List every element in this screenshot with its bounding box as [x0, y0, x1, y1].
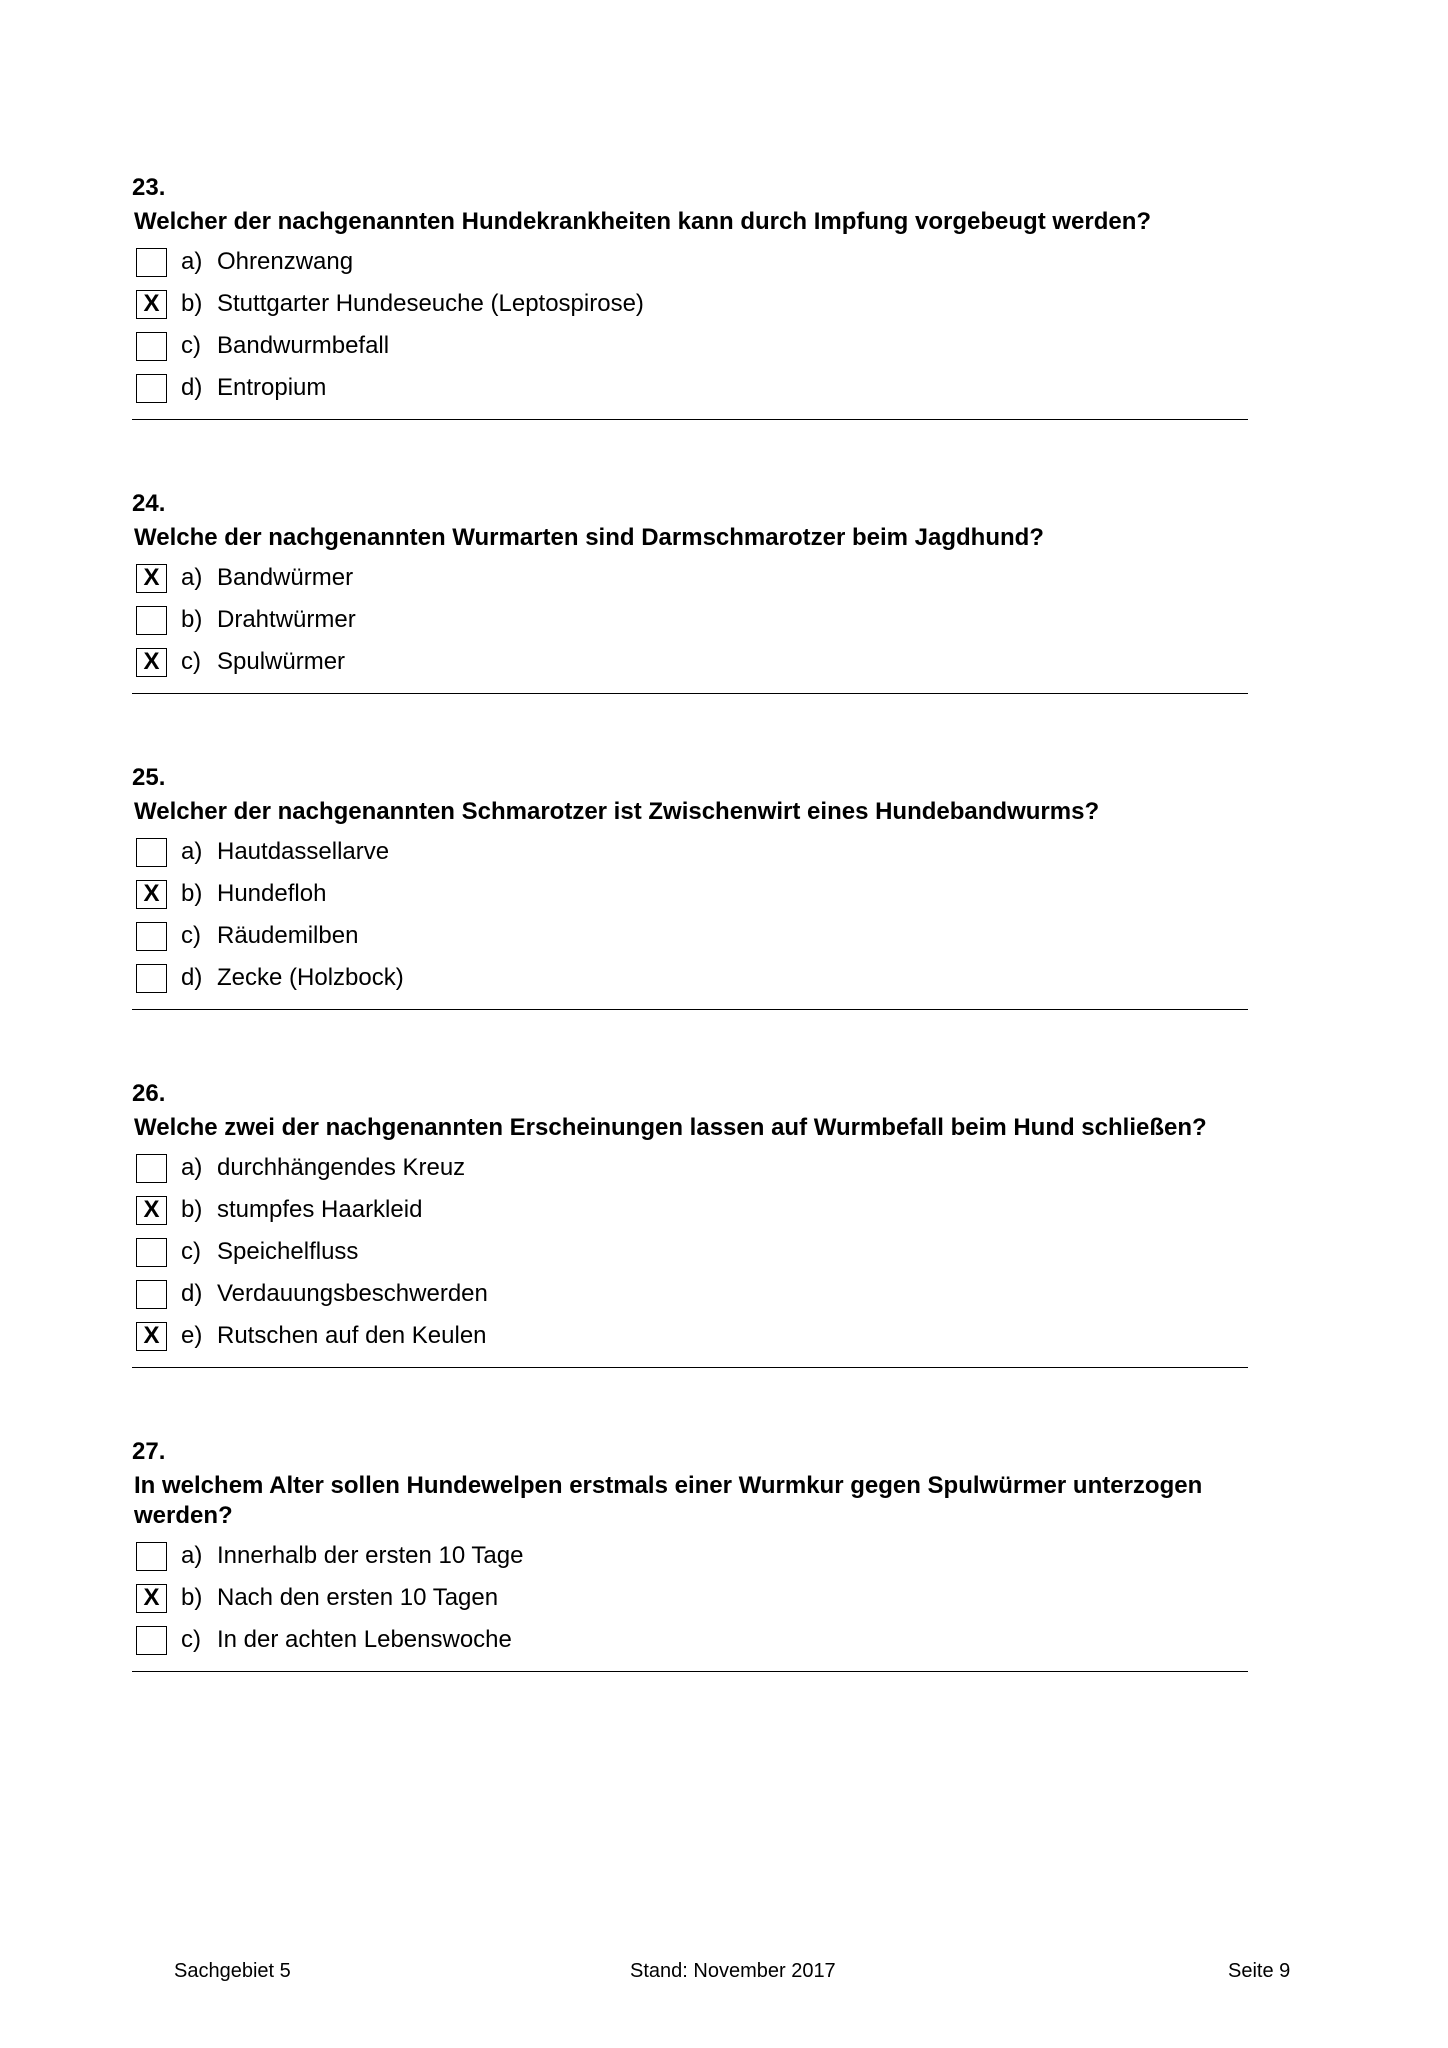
option-letter: a) — [181, 1542, 203, 1569]
answer-option — [132, 1273, 1248, 1315]
answer-option — [132, 325, 1248, 367]
answer-checkbox[interactable]: X — [136, 1322, 167, 1351]
question-text: Welcher der nachgenannten Hundekrankheiten kann durch Impfung vorgebeugt werden? — [134, 208, 1152, 235]
option-letter: d) — [181, 1280, 203, 1307]
option-text: Stuttgarter Hundeseuche (Leptospirose) — [217, 290, 644, 317]
answer-checkbox[interactable] — [136, 838, 167, 867]
option-letter: c) — [181, 648, 201, 675]
answer-checkbox[interactable] — [136, 1154, 167, 1183]
answer-checkbox[interactable]: X — [136, 1196, 167, 1225]
option-letter: e) — [181, 1322, 203, 1349]
option-letter: c) — [181, 332, 201, 359]
option-letter: c) — [181, 922, 201, 949]
answer-checkbox[interactable]: X — [136, 648, 167, 677]
answer-option — [132, 873, 1248, 915]
question-block — [132, 172, 1248, 420]
question-text: In welchem Alter sollen Hundewelpen erstmals einer Wurmkur gegen Spulwürmer unterzogen werden? — [134, 1472, 1203, 1529]
question-text: Welche zwei der nachgenannten Erscheinungen lassen auf Wurmbefall beim Hund schließen? — [134, 1114, 1207, 1141]
option-letter: b) — [181, 606, 203, 633]
question-text: Welche der nachgenannten Wurmarten sind Darmschmarotzer beim Jagdhund? — [134, 524, 1044, 551]
answer-option — [132, 241, 1248, 283]
answer-option — [132, 1577, 1248, 1619]
answer-checkbox[interactable] — [136, 964, 167, 993]
question-block — [132, 1078, 1248, 1368]
answer-option — [132, 283, 1248, 325]
option-text: Verdauungsbeschwerden — [217, 1280, 488, 1307]
option-letter: a) — [181, 1154, 203, 1181]
option-letter: b) — [181, 880, 203, 907]
answer-option — [132, 1189, 1248, 1231]
answer-checkbox[interactable] — [136, 1238, 167, 1267]
option-text: Zecke (Holzbock) — [217, 964, 404, 991]
answer-option — [132, 599, 1248, 641]
answer-checkbox[interactable] — [136, 1626, 167, 1655]
answer-option — [132, 557, 1248, 599]
question-number: 23. — [132, 174, 166, 201]
option-text: Entropium — [217, 374, 327, 401]
option-text: Bandwürmer — [217, 564, 354, 591]
question-text: Welcher der nachgenannten Schmarotzer ist Zwischenwirt eines Hundebandwurms? — [134, 798, 1100, 825]
answer-option — [132, 1535, 1248, 1577]
answer-checkbox[interactable] — [136, 1280, 167, 1309]
option-text: stumpfes Haarkleid — [217, 1196, 423, 1223]
page-footer — [0, 1960, 1448, 1990]
answer-checkbox[interactable] — [136, 374, 167, 403]
answer-checkbox[interactable] — [136, 606, 167, 635]
question-number: 24. — [132, 490, 166, 517]
question-block — [132, 488, 1248, 694]
option-text: Drahtwürmer — [217, 606, 356, 633]
option-letter: c) — [181, 1238, 201, 1265]
answer-option — [132, 915, 1248, 957]
option-letter: c) — [181, 1626, 201, 1653]
answer-checkbox[interactable] — [136, 1542, 167, 1571]
option-letter: b) — [181, 1196, 203, 1223]
footer-date: Stand: November 2017 — [630, 1960, 836, 1982]
answer-checkbox[interactable] — [136, 332, 167, 361]
option-text: Nach den ersten 10 Tagen — [217, 1584, 499, 1611]
question-number: 25. — [132, 764, 166, 791]
answer-checkbox[interactable]: X — [136, 880, 167, 909]
option-text: Räudemilben — [217, 922, 359, 949]
question-list — [132, 172, 1248, 1672]
option-text: Rutschen auf den Keulen — [217, 1322, 487, 1349]
option-text: Innerhalb der ersten 10 Tage — [217, 1542, 524, 1569]
question-block — [132, 762, 1248, 1010]
option-text: Hundefloh — [217, 880, 327, 907]
option-letter: a) — [181, 564, 203, 591]
answer-checkbox[interactable] — [136, 248, 167, 277]
option-text: Speichelfluss — [217, 1238, 359, 1265]
footer-section: Sachgebiet 5 — [174, 1960, 291, 1982]
option-letter: b) — [181, 1584, 203, 1611]
answer-checkbox[interactable]: X — [136, 1584, 167, 1613]
answer-option — [132, 1315, 1248, 1357]
option-letter: a) — [181, 248, 203, 275]
option-text: Bandwurmbefall — [217, 332, 390, 359]
answer-option — [132, 1147, 1248, 1189]
answer-option — [132, 957, 1248, 999]
answer-checkbox[interactable] — [136, 922, 167, 951]
question-number: 26. — [132, 1080, 166, 1107]
answer-option — [132, 367, 1248, 409]
option-letter: a) — [181, 838, 203, 865]
answer-checkbox[interactable]: X — [136, 290, 167, 319]
answer-checkbox[interactable]: X — [136, 564, 167, 593]
option-text: durchhängendes Kreuz — [217, 1154, 466, 1181]
option-text: In der achten Lebenswoche — [217, 1626, 512, 1653]
answer-option — [132, 1619, 1248, 1661]
option-letter: d) — [181, 374, 203, 401]
question-number: 27. — [132, 1438, 166, 1465]
option-text: Hautdassellarve — [217, 838, 390, 865]
option-letter: b) — [181, 290, 203, 317]
footer-page-number: Seite 9 — [1228, 1960, 1291, 1982]
answer-option — [132, 641, 1248, 683]
answer-option — [132, 831, 1248, 873]
option-text: Ohrenzwang — [217, 248, 354, 275]
answer-option — [132, 1231, 1248, 1273]
option-text: Spulwürmer — [217, 648, 346, 675]
question-block — [132, 1436, 1248, 1672]
option-letter: d) — [181, 964, 203, 991]
